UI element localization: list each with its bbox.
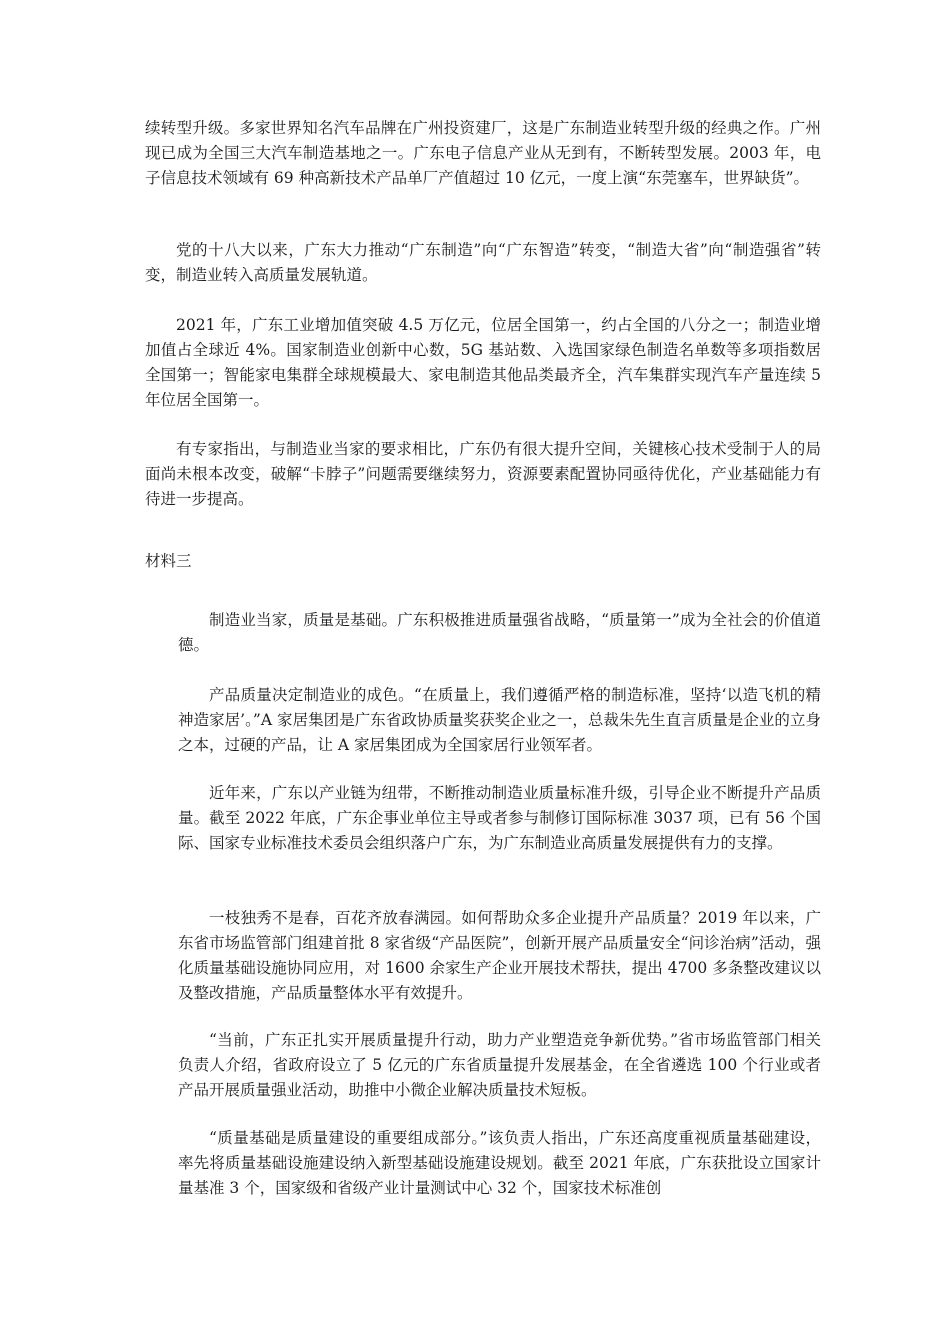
paragraph-industry-chain: 近年来，广东以产业链为纽带，不断推动制造业质量标准升级，引导企业不断提升产品质量。截至 2022 年底，广东企事业单位主导或者参与制修订国际标准 3037 项，已有 56 个国际、国家专业标准技术委员会组织落户广东，为广东制造业高质量发展提供有力的支撑。: [178, 784, 821, 852]
paragraph-quality-improvement-action: “当前，广东正扎实开展质量提升行动，助力产业塑造竞争新优势。”省市场监管部门相关负责人介绍，省政府设立了 5 亿元的广东省质量提升发展基金，在全省遴选 100 个行业或者产品开展质量强业活动，助推中小微企业解决质量技术短板。: [178, 1031, 821, 1099]
paragraph-product-quality: 产品质量决定制造业的成色。“在质量上，我们遵循严格的制造标准，坚持‘以造飞机的精神造家居’。”A 家居集团是广东省政协质量奖获奖企业之一，总裁朱先生直言质量是企业的立身之本，过硬的产品，让 A 家居集团成为全国家居行业领军者。: [178, 686, 821, 754]
paragraph-continuation: 续转型升级。多家世界知名汽车品牌在广州投资建厂，这是广东制造业转型升级的经典之作。广州现已成为全国三大汽车制造基地之一。广东电子信息产业从无到有，不断转型发展。2003 年，电子信息技术领域有 69 种高新技术产品单厂产值超过 10 亿元，一度上演“东莞塞车，世界缺货”。: [145, 119, 821, 187]
paragraph-product-hospital: 一枝独秀不是春，百花齐放春满园。如何帮助众多企业提升产品质量？2019 年以来，广东省市场监管部门组建首批 8 家省级“产品医院”，创新开展产品质量安全“问诊治病”活动，强化质量基础设施协同应用，对 1600 余家生产企业开展技术帮扶，提出 4700 多条整改建议以及整改措施，产品质量整体水平有效提升。: [178, 909, 821, 1002]
section-heading-material-three: 材料三: [145, 552, 192, 570]
paragraph-quality-infrastructure: “质量基础是质量建设的重要组成部分。”该负责人指出，广东还高度重视质量基础建设，率先将质量基础设施建设纳入新型基础设施建设规划。截至 2021 年底，广东获批设立国家计量基准 3 个，国家级和省级产业计量测试中心 32 个，国家技术标准创: [178, 1129, 821, 1197]
paragraph-eighteenth-congress: 党的十八大以来，广东大力推动“广东制造”向“广东智造”转变，“制造大省”向“制造强省”转变，制造业转入高质量发展轨道。: [145, 241, 821, 284]
paragraph-quality-foundation: 制造业当家，质量是基础。广东积极推进质量强省战略，“质量第一”成为全社会的价值道德。: [178, 611, 821, 654]
paragraph-expert-opinion: 有专家指出，与制造业当家的要求相比，广东仍有很大提升空间，关键核心技术受制于人的局面尚未根本改变，破解“卡脖子”问题需要继续努力，资源要素配置协同亟待优化，产业基础能力有待进一步提高。: [145, 440, 821, 508]
paragraph-2021-statistics: 2021 年，广东工业增加值突破 4.5 万亿元，位居全国第一，约占全国的八分之一；制造业增加值占全球近 4%。国家制造业创新中心数，5G 基站数、入选国家绿色制造名单数等多项指数居全国第一；智能家电集群全球规模最大、家电制造其他品类最齐全，汽车集群实现汽车产量连续 5 年位居全国第一。: [145, 316, 821, 409]
